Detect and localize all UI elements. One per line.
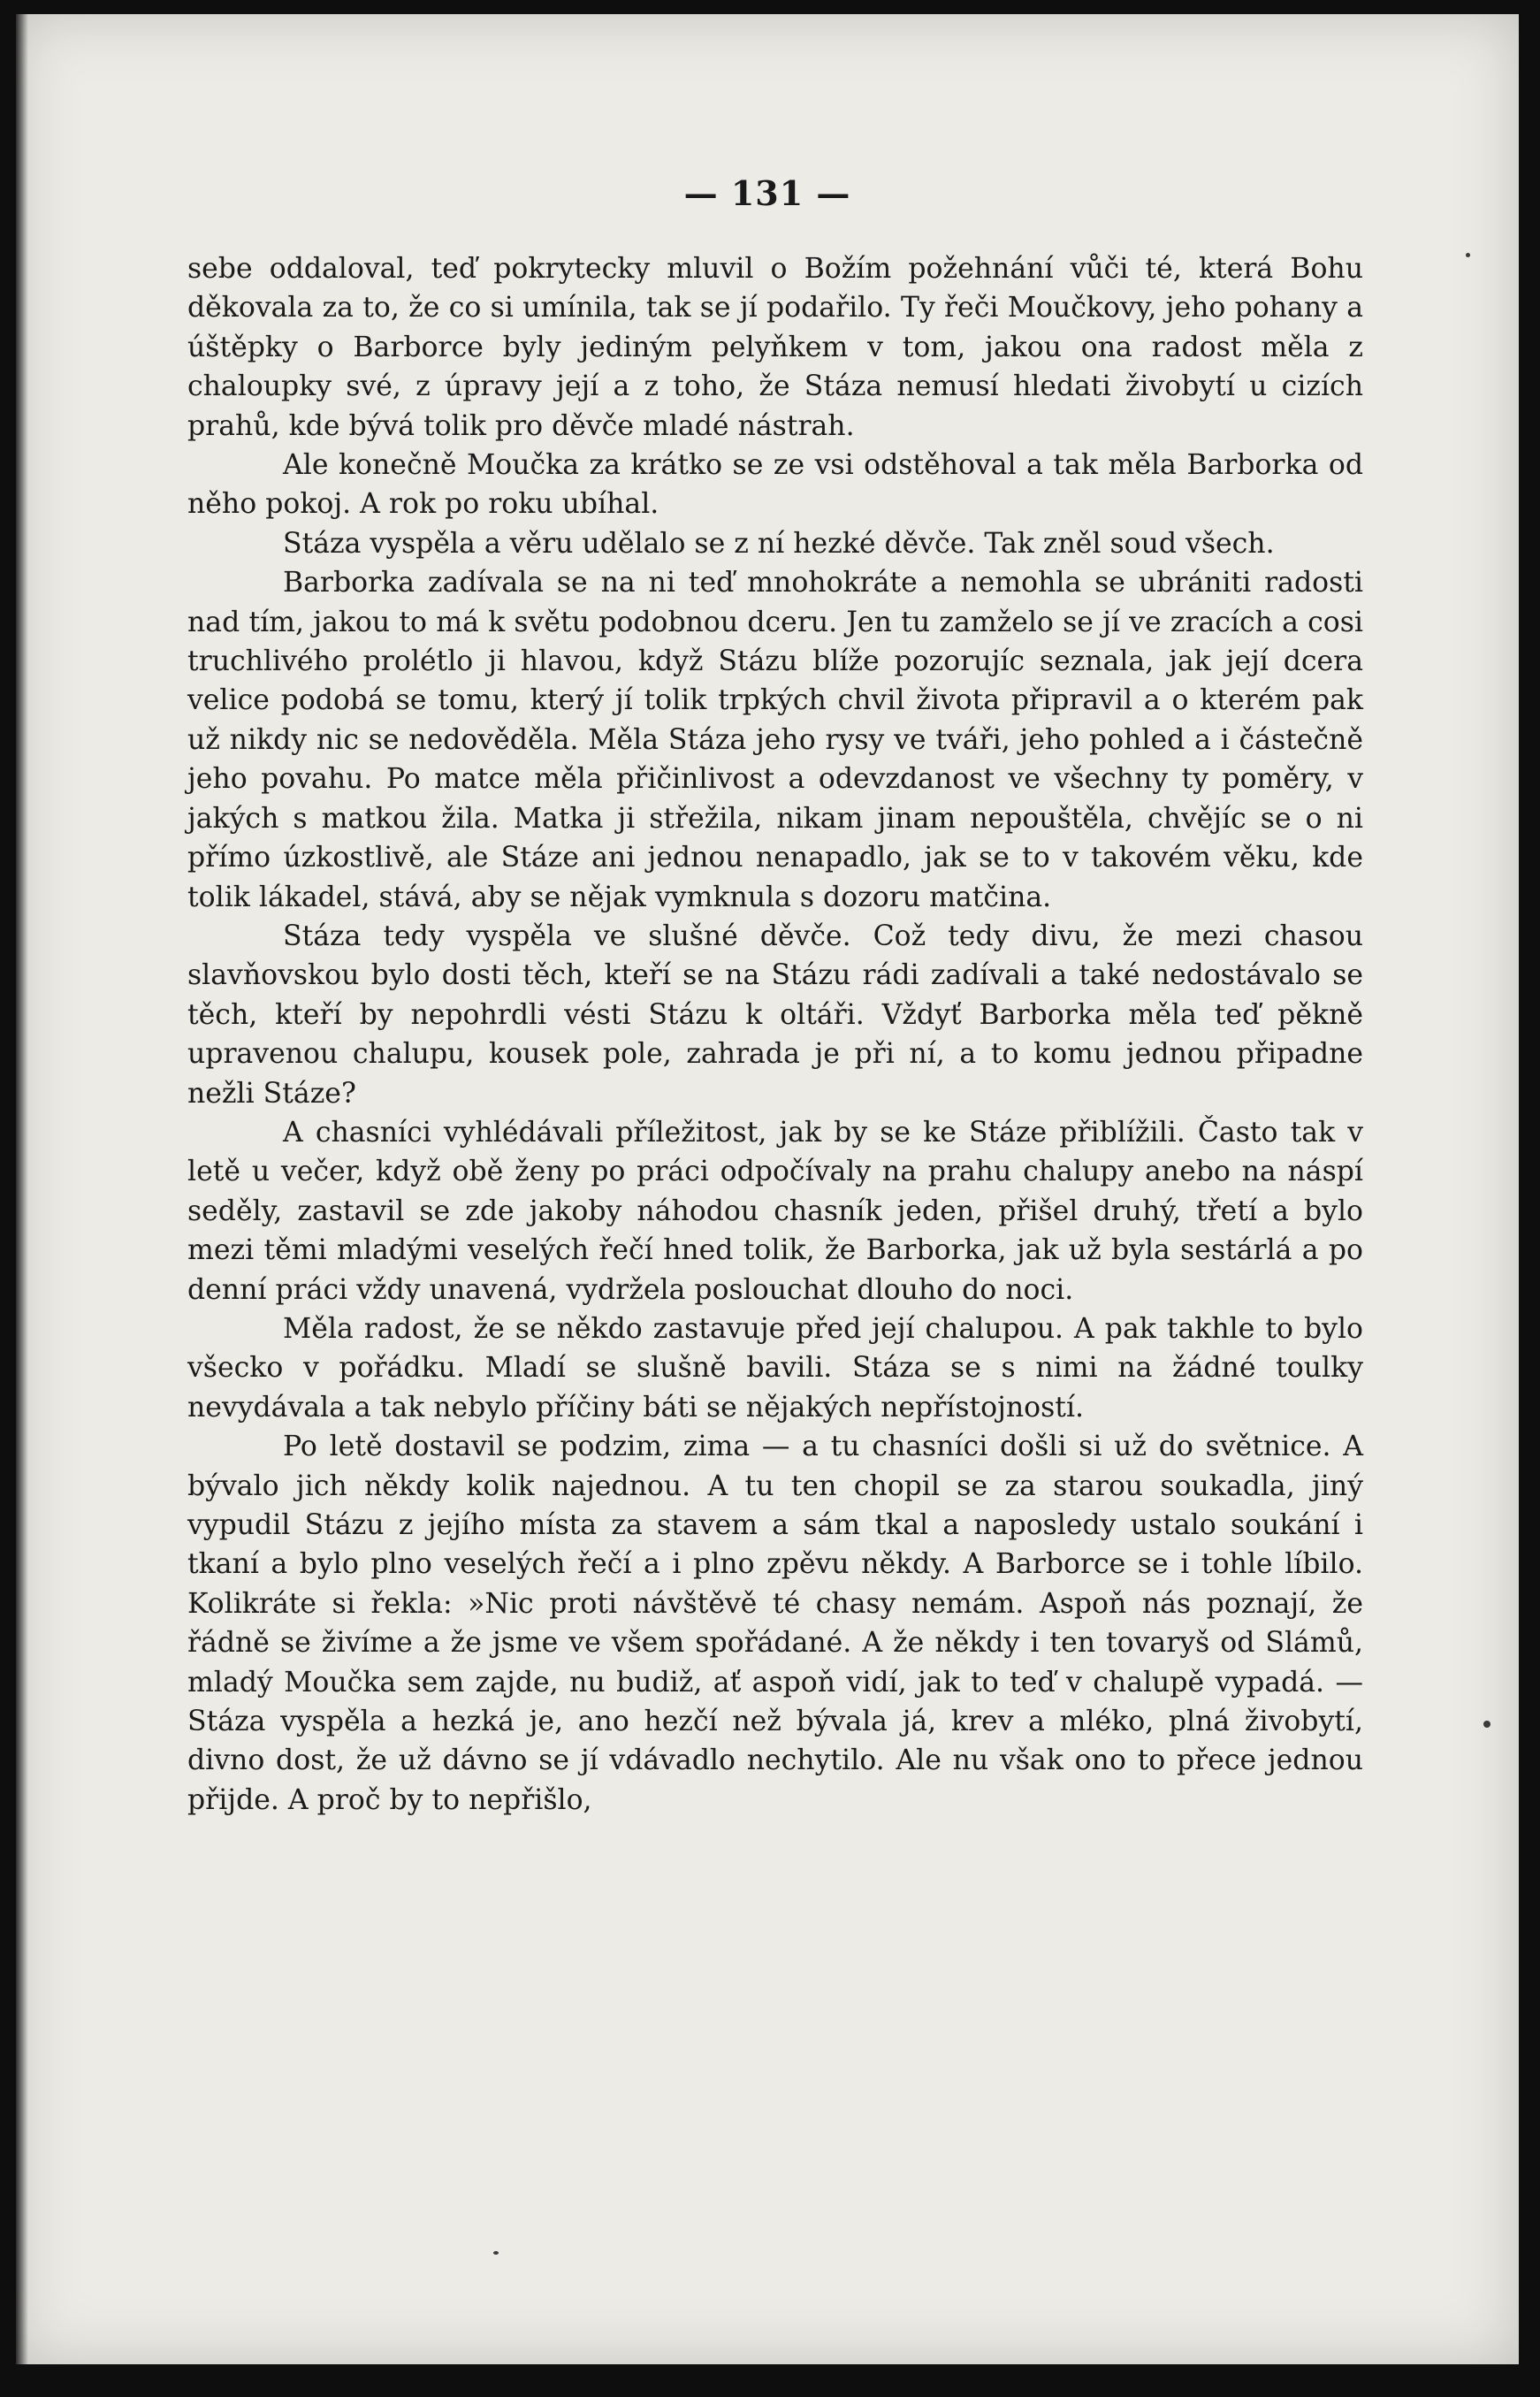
paragraph: sebe oddaloval, teď pokrytecky mluvil o Božím požehnání vůči té, která Bohu děkovala za to, že co si umínila, tak se jí podařilo. Ty řeči Moučkovy, jeho pohany a úštěpky o Barborce byly jediným pelyňkem v tom, jakou ona radost měla z chaloupky své, z úpravy její a z toho, že Stáza nemusí hledati živobytí u cizích prahů, kde bývá tolik pro děvče mladé nástrah. [187,253,1363,442]
page-number: — 131 — [683,173,851,213]
paragraph: Po letě dostavil se podzim, zima — a tu chasníci došli si už do světnice. A bývalo jich někdy kolik najednou. A tu ten chopil se za starou soukadla, jiný vypudil Stázu z jejího místa za stavem a sám tkal a naposledy ustalo soukání i tkaní a bylo plno veselých řečí a i plno zpěvu někdy. A Barborce se i tohle líbilo. Kolikráte si řekla: »Nic proti návštěvě té chasy nemám. Aspoň nás poznají, že řádně se živíme a že jsme ve všem spořádané. A že někdy i ten tovaryš od Slámů, mladý Moučka sem zajde, nu budiž, ať aspoň vidí, jak to teď v chalupě vypadá. — Stáza vyspěla a hezká je, ano hezčí než bývala já, krev a mléko, plná živobytí, divno dost, že už dávno se jí vdávadlo nechytilo. Ale nu však ono to přece jednou přijde. A proč by to nepřišlo, [187,1431,1363,1816]
scan-speck [1466,253,1470,257]
scan-speck [1483,1721,1490,1728]
body-text [187,249,1363,1820]
paragraph: A chasníci vyhlédávali příležitost, jak by se ke Stáze přiblížili. Často tak v letě u večer, když obě ženy po práci odpočívaly na prahu chalupy anebo na náspí seděly, zastavil se zde jakoby náhodou chasník jeden, přišel druhý, třetí a bylo mezi těmi mladými veselých řečí hned tolik, že Barborka, jak už byla sestárlá a po denní práci vždy unavená, vydržela poslouchat dlouho do noci. [187,1116,1363,1306]
paragraph: Stáza vyspěla a věru udělalo se z ní hezké děvče. Tak zněl soud všech. [283,527,1275,560]
book-page [16,14,1519,2364]
paragraph: Měla radost, že se někdo zastavuje před její chalupou. A pak takhle to bylo všecko v pořádku. Mladí se slušně bavili. Stáza se s nimi na žádné toulky nevydávala a tak nebylo příčiny báti se nějakých nepřístojností. [187,1312,1363,1424]
scan-speck [493,2251,499,2255]
paragraph: Barborka zadívala se na ni teď mnohokráte a nemohla se ubrániti radosti nad tím, jakou to má k světu podobnou dceru. Jen tu zamželo se jí ve zracích a cosi truchlivého prolétlo ji hlavou, když Stázu blíže pozorujíc seznala, jak její dcera velice podobá se tomu, který jí tolik trpkých chvil života připravil a o kterém pak už nikdy nic se nedověděla. Měla Stáza jeho rysy ve tváři, jeho pohled a i částečně jeho povahu. Po matce měla přičinlivost a odevzdanost ve všechny ty poměry, v jakých s matkou žila. Matka ji střežila, nikam jinam nepouštěla, chvějíc se o ni přímo úzkostlivě, ale Stáze ani jednou nenapadlo, jak se to v takovém věku, kde tolik lákadel, stává, aby se nějak vymknula s dozoru matčina. [187,567,1363,913]
paragraph: Stáza tedy vyspěla ve slušné děvče. Což tedy divu, že mezi chasou slavňovskou bylo dosti těch, kteří se na Stázu rádi zadívali a také nedostávalo se těch, kteří by nepohrdli vésti Stázu k oltáři. Vždyť Barborka měla teď pěkně upravenou chalupu, kousek pole, zahrada je při ní, a to komu jednou připadne nežli Stáze? [187,920,1363,1110]
paragraph: Ale konečně Moučka za krátko se ze vsi odstěhoval a tak měla Barborka od něho pokoj. A rok po roku ubíhal. [187,449,1363,521]
